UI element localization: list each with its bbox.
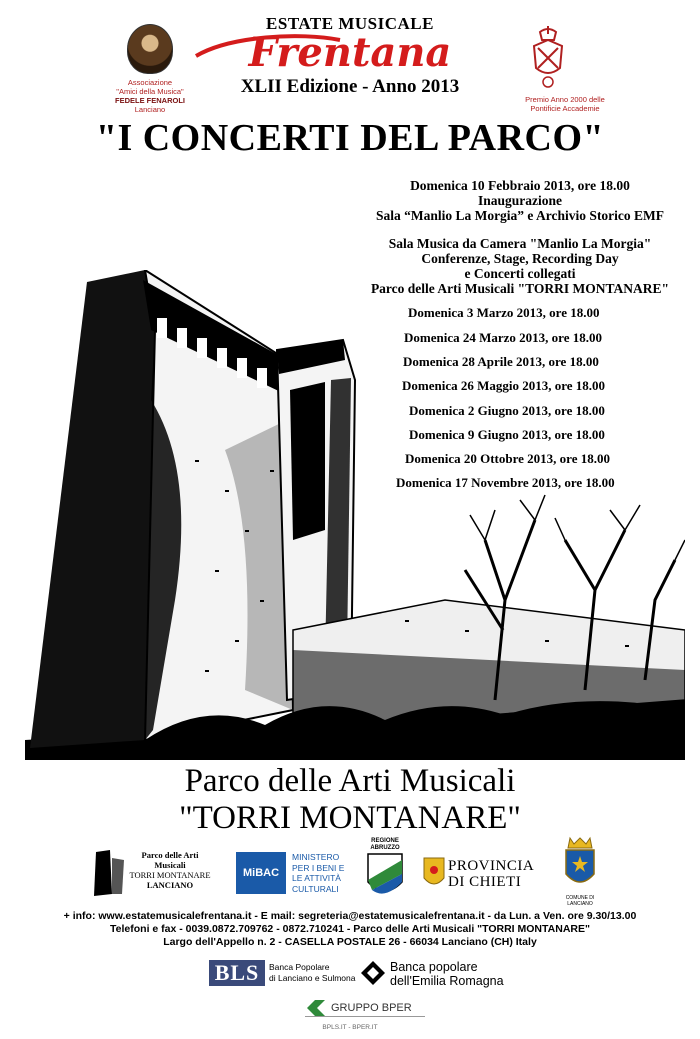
tower-icon xyxy=(92,848,126,898)
concert-date: Domenica 9 Giugno 2013, ore 18.00 xyxy=(409,427,605,442)
series-line4: Parco delle Arti Musicali "TORRI MONTANARE" xyxy=(370,281,670,296)
provincia-crest-icon xyxy=(422,856,446,890)
concert-date: Domenica 17 Novembre 2013, ore 18.00 xyxy=(396,475,615,490)
comune-crest-icon xyxy=(562,836,598,890)
concert-date: Domenica 24 Marzo 2013, ore 18.00 xyxy=(404,330,602,345)
comune-label: COMUNE DI LANCIANO xyxy=(565,895,595,907)
bper-diamond-icon xyxy=(360,960,386,986)
concert-date: Domenica 20 Ottobre 2013, ore 18.00 xyxy=(405,451,610,466)
provincia-line2: DI CHIETI xyxy=(448,874,522,890)
prize-line2: Pontificie Accademie xyxy=(530,104,600,113)
brand-wordmark: Frentana xyxy=(248,29,452,76)
contact-line1: + info: www.estatemusicalefrentana.it - E mail: segreteria@estatemusicalefrentana.it - da Lun. a Ven. ore 9.30/13.00 xyxy=(63,910,637,922)
series-line3: e Concerti collegati xyxy=(464,266,576,281)
gruppo-bper-logo xyxy=(305,998,425,1020)
provincia-line1: PROVINCIA xyxy=(448,858,535,874)
gruppo-underline xyxy=(305,1016,425,1017)
mibac-line2: PER I BENI E xyxy=(292,862,345,873)
provincia-chieti-logo xyxy=(422,854,534,894)
bls-line1: Banca Popolare xyxy=(269,962,330,972)
frentana-brand-logo xyxy=(190,26,510,78)
opening-block xyxy=(340,178,700,223)
assoc-line3: FEDELE FENAROLI xyxy=(114,96,185,105)
opening-title: Inaugurazione xyxy=(477,193,562,208)
venue-line1: Parco delle Arti Musicali xyxy=(184,763,516,799)
festival-title: ESTATE MUSICALE xyxy=(266,14,434,33)
prize-line1: Premio Anno 2000 delle xyxy=(525,95,605,104)
bper-line1: Banca popolare xyxy=(390,960,478,974)
contact-line3: Largo dell'Appello n. 2 - CASELLA POSTALE 26 - 66034 Lanciano (CH) Italy xyxy=(163,936,537,948)
bls-line2: di Lanciano e Sulmona xyxy=(269,973,356,983)
association-logo xyxy=(105,24,195,114)
series-line1: Sala Musica da Camera "Manlio La Morgia" xyxy=(388,236,652,251)
bls-bank-logo xyxy=(209,960,359,990)
assoc-line1: Associazione xyxy=(127,78,173,87)
parco-line3: LANCIANO xyxy=(146,880,194,890)
parco-line1: Parco delle Arti Musicali xyxy=(141,850,199,870)
headline: "I CONCERTI DEL PARCO" xyxy=(95,117,605,159)
bls-abbr: BLS xyxy=(209,960,265,986)
opening-date: Domenica 10 Febbraio 2013, ore 18.00 xyxy=(410,178,630,193)
assoc-line2: "Amici della Musica" xyxy=(116,87,184,96)
parco-line2: TORRI MONTANARE xyxy=(129,870,211,880)
gruppo-label: GRUPPO BPER xyxy=(331,1002,412,1014)
assoc-line4: Lanciano xyxy=(134,105,166,114)
sponsor-footer-urls: BPLS.IT - BPER.IT xyxy=(322,1024,378,1031)
opening-venue: Sala “Manlio La Morgia” e Archivio Storico EMF xyxy=(375,208,665,223)
bper-line2: dell'Emilia Romagna xyxy=(390,974,504,988)
fenaroli-portrait-icon xyxy=(127,24,173,74)
contact-info xyxy=(0,910,700,949)
venue-line2: "TORRI MONTANARE" xyxy=(179,800,521,836)
edition-label: XLII Edizione - Anno 2013 xyxy=(240,76,460,97)
papal-keys-emblem-icon xyxy=(520,26,576,90)
mibac-line4: CULTURALI xyxy=(292,883,339,894)
bper-green-mark-icon xyxy=(305,998,327,1018)
mibac-logo xyxy=(236,852,352,896)
regione-abruzzo-logo xyxy=(364,838,406,902)
regione-line2: ABRUZZO xyxy=(370,845,400,851)
concert-date: Domenica 28 Aprile 2013, ore 18.00 xyxy=(403,354,599,369)
mibac-abbr: MiBAC xyxy=(236,852,286,894)
concert-date: Domenica 2 Giugno 2013, ore 18.00 xyxy=(409,403,605,418)
parco-torri-montanare-logo xyxy=(92,848,212,900)
mibac-line1: MINISTERO xyxy=(292,852,340,862)
regione-line1: REGIONE xyxy=(371,838,399,844)
mibac-line3: LE ATTIVITÀ xyxy=(292,873,341,883)
regione-shield-icon xyxy=(366,852,404,900)
concert-date: Domenica 3 Marzo 2013, ore 18.00 xyxy=(408,305,600,320)
contact-line2: Telefoni e fax - 0039.0872.709762 - 0872.710241 - Parco delle Arti Musicali "TORRI MONTANARE" xyxy=(110,923,590,935)
comune-lanciano-logo xyxy=(556,836,604,907)
concert-date: Domenica 26 Maggio 2013, ore 18.00 xyxy=(402,378,606,393)
series-line2: Conferenze, Stage, Recording Day xyxy=(421,251,619,266)
bper-bank-logo xyxy=(360,958,520,990)
pontifical-academies-logo xyxy=(520,26,610,113)
